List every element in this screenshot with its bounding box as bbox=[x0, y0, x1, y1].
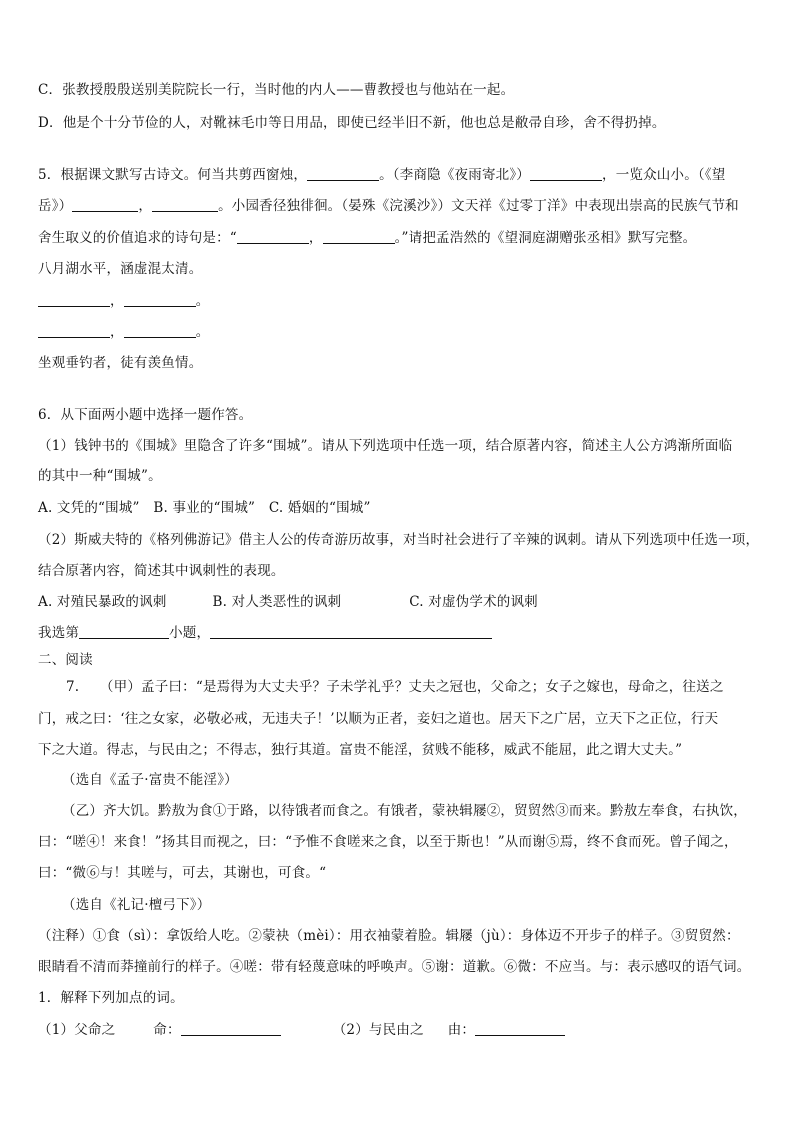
choice-number-blank[interactable] bbox=[79, 624, 169, 639]
answer-blank[interactable] bbox=[38, 292, 110, 307]
answer-blank[interactable] bbox=[237, 229, 309, 244]
answer-blank[interactable] bbox=[307, 166, 379, 181]
notes-line1: （注释）①食（sì）：拿饭给人吃。②蒙袂（mèi）：用衣袖蒙着脸。辑屦（jù）：身体迈不开步子的样子。③贸贸然： bbox=[38, 928, 740, 944]
q6-part1-line2: 的其中一种“围城”。 bbox=[38, 468, 162, 484]
section-heading: 二、阅读 bbox=[38, 652, 93, 668]
notes-line2: 眼睛看不清而莽撞前行的样子。④嗟：带有轻蔑意味的呼唤声。⑤谢：道歉。⑥微：不应当。与：表示感叹的语气词。 bbox=[38, 959, 751, 975]
q6-part2-line1: （2）斯威夫特的《格列佛游记》借主人公的传奇游历故事，对当时社会进行了辛辣的讽刺。请从下列选项中任选一项， bbox=[38, 532, 760, 548]
q6-part1-options: A. 文凭的“围城” B. 事业的“围城” C. 婚姻的“围城” bbox=[38, 500, 371, 516]
choice-label: 我选第 bbox=[38, 625, 80, 641]
q6-part2-line2: 结合原著内容，简述其中讽刺性的表现。 bbox=[38, 563, 285, 579]
q5-text: ，一览众山小。（《望 bbox=[602, 167, 726, 183]
q4-option-c: C．张教授殷殷送别美院院长一行，当时他的内人——曹教授也与他站在一起。 bbox=[38, 82, 515, 98]
option-b: B. 对人类恶性的讽刺 bbox=[212, 594, 342, 610]
answer-blank[interactable] bbox=[530, 166, 602, 181]
source-2: （选自《礼记·檀弓下》） bbox=[62, 897, 211, 913]
q4-option-d: D．他是个十分节俭的人，对靴袜毛巾等日用品，即使已经半旧不新，他也总是敝帚自珍，舍不得扔掉。 bbox=[38, 115, 666, 131]
q5-text: 5．根据课文默写古诗文。何当共剪西窗烛， bbox=[38, 167, 308, 183]
item-2-word: 由： bbox=[447, 1022, 476, 1038]
passage-jia-line3: 下之大道。得志，与民由之；不得志，独行其道。富贵不能淫，贫贱不能移，威武不能屈，此之谓大丈夫。” bbox=[38, 742, 683, 758]
answer-blank[interactable] bbox=[38, 323, 110, 338]
answer-blank[interactable] bbox=[181, 1021, 281, 1036]
answer-blank[interactable] bbox=[124, 323, 196, 338]
punct: 。 bbox=[195, 293, 210, 309]
answer-blank[interactable] bbox=[475, 1021, 565, 1036]
poem-line-3 bbox=[38, 322, 209, 342]
answer-blank[interactable] bbox=[152, 197, 218, 212]
passage-jia-line2: 门，戒之曰：‘往之女家，必敬必戒，无违夫子！’以顺为正者，妾妇之道也。居天下之广居，立天下之正位，行天 bbox=[38, 711, 719, 727]
passage-yi-line2: 曰：“嗟④！来食！”扬其目而视之，曰：“予惟不食嗟来之食，以至于斯也！”从而谢⑤焉，终不食而死。曾子闻之， bbox=[38, 834, 738, 850]
source-1: （选自《孟子·富贵不能淫》） bbox=[62, 772, 238, 788]
option-a: A. 对殖民暴政的讽刺 bbox=[38, 594, 167, 610]
q5-text: 。（李商隐《夜雨寄北》） bbox=[379, 167, 530, 183]
poem-line-4: 坐观垂钓者，徒有羡鱼情。 bbox=[38, 355, 203, 371]
q5-text: 。小园香径独徘徊。（晏殊《浣溪沙》）文天祥《过零丁洋》中表现出崇高的民族气节和 bbox=[218, 198, 739, 214]
q6-title: 6．从下面两小题中选择一题作答。 bbox=[38, 407, 253, 423]
q5-text: ， bbox=[138, 198, 153, 214]
q5-text: ， bbox=[308, 230, 323, 246]
q6-choice-line bbox=[38, 623, 492, 643]
answer-blank[interactable] bbox=[124, 292, 196, 307]
passage-yi-line3: 曰：“微⑥与！其嗟与，可去，其谢也，可食。“ bbox=[38, 865, 327, 881]
q6-part1-line1: （1）钱钟书的《围城》里隐含了许多“围城”。请从下列选项中任选一项，结合原著内容，简述主人公方鸿渐所面临 bbox=[38, 438, 733, 454]
q5-text: 岳》） bbox=[38, 198, 73, 214]
q5-text: 。”请把孟浩然的《望洞庭湖赠张丞相》默写完整。 bbox=[394, 230, 697, 246]
poem-line-1: 八月湖水平，涵虚混太清。 bbox=[38, 261, 203, 277]
punct: ， bbox=[110, 293, 124, 309]
item-2-label: （2）与民由之 bbox=[332, 1022, 424, 1038]
q5-line-1 bbox=[38, 165, 726, 185]
poem-line-2 bbox=[38, 291, 209, 311]
q5-line-3 bbox=[38, 228, 696, 248]
item-1-word: 命： bbox=[153, 1022, 181, 1038]
punct: ， bbox=[110, 324, 124, 340]
choice-label: 小题， bbox=[169, 625, 211, 641]
passage-yi-line1: （乙）齐大饥。黔敖为食①于路，以待饿者而食之。有饿者，蒙袂辑屦②，贸贸然③而来。黔敖左奉食，右执饮， bbox=[62, 803, 747, 819]
q5-text: 舍生取义的价值追求的诗句是：“ bbox=[38, 230, 237, 246]
sub-question-1: 1．解释下列加点的词。 bbox=[38, 990, 184, 1006]
answer-blank[interactable] bbox=[72, 197, 138, 212]
item-1-label: （1）父命之 bbox=[38, 1022, 116, 1038]
option-c: C. 对虚伪学术的讽刺 bbox=[409, 594, 538, 610]
punct: 。 bbox=[195, 324, 210, 340]
answer-blank[interactable] bbox=[323, 229, 395, 244]
passage-jia-line1: 7. （甲）孟子曰：“是焉得为大丈夫乎？子未学礼乎？丈夫之冠也，父命之；女子之嫁也，母命之，往送之 bbox=[66, 679, 724, 695]
q6-part2-options bbox=[38, 592, 538, 612]
answer-blank[interactable] bbox=[210, 624, 492, 639]
q5-line-2 bbox=[38, 196, 739, 216]
word-explain-line bbox=[38, 1020, 565, 1040]
